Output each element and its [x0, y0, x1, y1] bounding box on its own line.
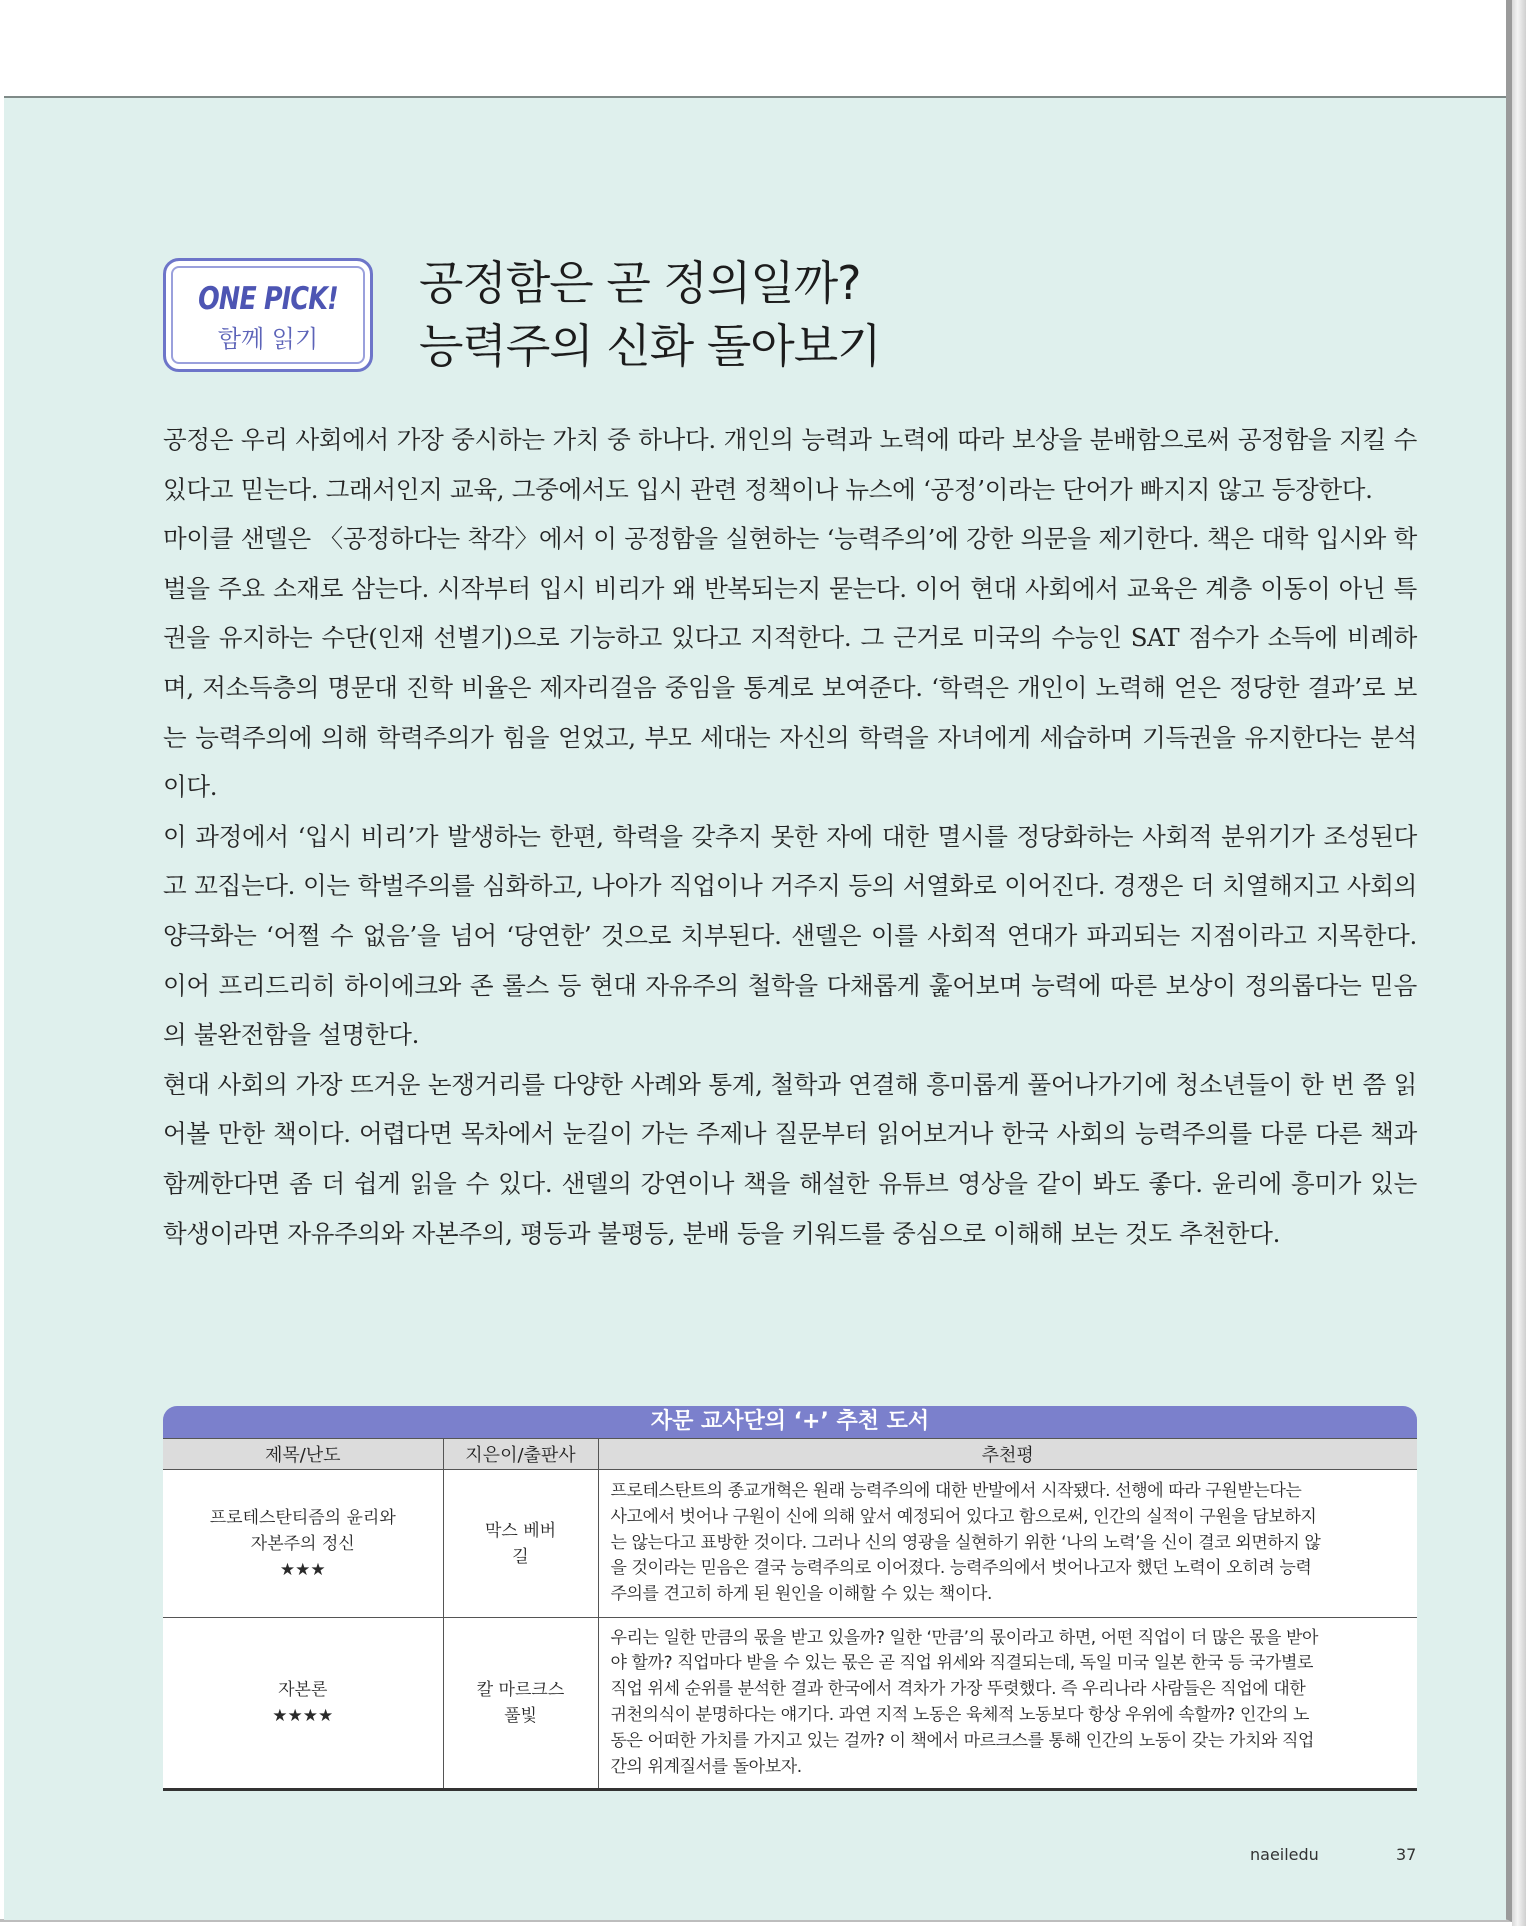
one-pick-badge: [163, 258, 373, 372]
difficulty-stars: ★★★: [279, 1559, 326, 1580]
review-line: 간의 위계질서를 돌아보자.: [610, 1756, 802, 1777]
book-title-cell: [163, 1618, 443, 1790]
badge-sub-text: 함께 읽기: [217, 325, 319, 353]
publisher-name: 길: [512, 1546, 529, 1567]
book-title-line: 자본주의 정신: [250, 1533, 355, 1554]
page-number: 37: [1396, 1845, 1417, 1864]
review-cell: [598, 1470, 1417, 1618]
paragraph: 이 과정에서 ‘입시 비리’가 발생하는 한편, 학력을 갖추지 못한 자에 대한 멸시를 정당화하는 사회적 분위기가 조성된다고 꼬집는다. 이는 학벌주의를 심화하고, 나아가 직업이나 거주지 등의 서열화로 이어진다. 경쟁은 더 치열해지고 사회의 양극화는 ‘어쩔 수 없음’을 넘어 ‘당연한’ 것으로 치부된다. 샌델은 이를 사회적 연대가 파괴되는 지점이라고 지목한다. 이어 프리드리히 하이에크와 존 롤스 등 현대 자유주의 철학을 다채롭게 훑어보며 능력에 따른 보상이 정의롭다는 믿음의 불완전함을 설명한다.: [163, 821, 1417, 1050]
paragraph: 마이클 샌델은 〈공정하다는 착각〉에서 이 공정함을 실현하는 ‘능력주의’에 강한 의문을 제기한다. 책은 대학 입시와 학벌을 주요 소재로 삼는다. 시작부터 입시 비리가 왜 반복되는지 묻는다. 이어 현대 사회에서 교육은 계층 이동이 아닌 특권을 유지하는 수단(인재 선별기)으로 기능하고 있다고 지적한다. 그 근거로 미국의 수능인 SAT 점수가 소득에 비례하며, 저소득층의 명문대 진학 비율은 제자리걸음 중임을 통계로 보여준다. ‘학력은 개인이 노력해 얻은 정당한 결과’로 보는 능력주의에 의해 학력주의가 힘을 얻었고, 부모 세대는 자신의 학력을 자녀에게 세습하며 기득권을 유지한다는 분석이다.: [163, 524, 1417, 802]
table-row: [163, 1470, 1417, 1618]
review-cell: [598, 1618, 1417, 1790]
review-line: 주의를 견고히 하게 된 원인을 이해할 수 있는 책이다.: [610, 1584, 992, 1605]
page-edge: [1512, 0, 1526, 1926]
title-line-1: 공정함은 곧 정의일까?: [419, 256, 861, 310]
publisher-name: 풀빛: [504, 1706, 537, 1726]
header-title: 제목/난도: [163, 1439, 443, 1470]
book-title-line: 자본론: [278, 1680, 328, 1700]
article-title: [419, 252, 1419, 378]
table-header-row: [163, 1439, 1417, 1470]
review-line: 프로테스탄트의 종교개혁은 원래 능력주의에 대한 반발에서 시작됐다. 선행에 따라 구원받는다는: [610, 1481, 1302, 1501]
footer-brand: naeiledu: [1250, 1845, 1319, 1864]
author-name: 막스 베버: [484, 1520, 557, 1541]
review-line: 는 않는다고 표방한 것이다. 그러나 신의 영광을 실현하기 위한 ‘나의 노력’을 신이 결코 외면하지 않: [610, 1532, 1321, 1553]
recommended-books-table: [163, 1406, 1417, 1791]
book-title-line: 프로테스탄티즘의 윤리와: [209, 1507, 396, 1528]
books-table: [163, 1438, 1417, 1791]
review-line: 사고에서 벗어나 구원이 신에 의해 앞서 예정되어 있다고 함으로써, 인간의 실적이 구원을 담보하지: [610, 1506, 1317, 1527]
review-line: 을 것이라는 믿음은 결국 능력주의로 이어졌다. 능력주의에서 벗어나고자 했던 노력이 오히려 능력: [610, 1558, 1312, 1579]
title-line-2: 능력주의 신화 돌아보기: [419, 319, 881, 373]
book-title-cell: [163, 1470, 443, 1618]
difficulty-stars: ★★★★: [272, 1706, 334, 1726]
paragraph: 현대 사회의 가장 뜨거운 논쟁거리를 다양한 사례와 통계, 철학과 연결해 흥미롭게 풀어나가기에 청소년들이 한 번 쯤 읽어볼 만한 책이다. 어렵다면 목차에서 눈길이 가는 주제나 질문부터 읽어보거나 한국 사회의 능력주의를 다룬 다른 책과 함께한다면 좀 더 쉽게 읽을 수 있다. 샌델의 강연이나 책을 해설한 유튜브 영상을 같이 봐도 좋다. 윤리에 흥미가 있는 학생이라면 자유주의와 자본주의, 평등과 불평등, 분배 등을 키워드를 중심으로 이해해 보는 것도 추천한다.: [163, 1069, 1417, 1248]
header-review: 추천평: [598, 1439, 1417, 1470]
table-banner: 자문 교사단의 ‘+’ 추천 도서: [163, 1406, 1417, 1438]
review-line: 우리는 일한 만큼의 몫을 받고 있을까? 일한 ‘만큼’의 몫이라고 하면, 어떤 직업이 더 많은 몫을 받아: [610, 1627, 1319, 1648]
review-line: 야 할까? 직업마다 받을 수 있는 몫은 곧 직업 위세와 직결되는데, 독일 미국 일본 한국 등 국가별로: [610, 1653, 1314, 1674]
review-line: 귀천의식이 분명하다는 얘기다. 과연 지적 노동은 육체적 노동보다 항상 우위에 속할까? 인간의 노: [610, 1705, 1310, 1725]
review-line: 동은 어떠한 가치를 가지고 있는 걸까? 이 책에서 마르크스를 통해 인간의 노동이 갖는 가치와 직업: [610, 1730, 1315, 1751]
header-author: 지은이/출판사: [443, 1439, 598, 1470]
badge-main-text: ONE PICK!: [198, 281, 338, 317]
author-name: 칼 마르크스: [476, 1680, 565, 1700]
author-cell: [443, 1618, 598, 1790]
table-row: [163, 1618, 1417, 1790]
paragraph: 공정은 우리 사회에서 가장 중시하는 가치 중 하나다. 개인의 능력과 노력에 따라 보상을 분배함으로써 공정함을 지킬 수 있다고 믿는다. 그래서인지 교육, 그중에서도 입시 관련 정책이나 뉴스에 ‘공정’이라는 단어가 빠지지 않고 등장한다.: [163, 425, 1417, 504]
review-line: 직업 위세 순위를 분석한 결과 한국에서 격차가 가장 뚜렷했다. 즉 우리나라 사람들은 직업에 대한: [610, 1679, 1306, 1700]
article-body: [163, 415, 1417, 1258]
author-cell: [443, 1470, 598, 1618]
